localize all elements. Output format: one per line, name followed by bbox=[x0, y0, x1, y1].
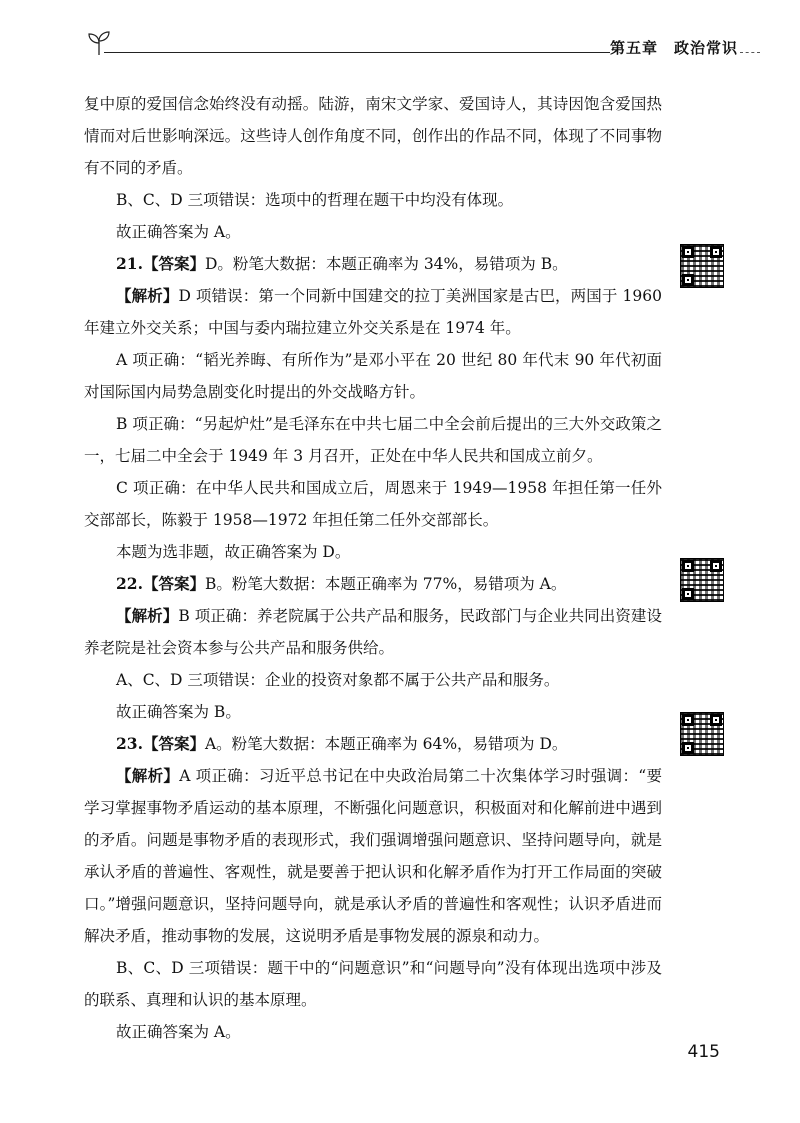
answer-tag: 23.【答案】 bbox=[116, 734, 205, 753]
qr-code-icon[interactable] bbox=[680, 712, 724, 756]
analysis-22: 【解析】B 项正确：养老院属于公共产品和服务，民政部门与企业共同出资建设养老院是社会资本参与公共产品和服务供给。 bbox=[84, 606, 662, 657]
analysis-23: 【解析】A 项正确：习近平总书记在中央政治局第二十次集体学习时强调：“要学习掌握事物矛盾运动的基本原理，不断强化问题意识，积极面对和化解前进中遇到的矛盾。问题是事物矛盾的表现形式，我们强调增强问题意识、坚持问题导向，就是承认矛盾的普遍性、客观性，就是要善于把认识和化解矛盾作为打开工作局面的突破口。”增强问题意识，坚持问题导向，就是承认矛盾的普遍性和客观性；认识矛盾进而解决矛盾，推动事物的发展，这说明矛盾是事物发展的源泉和动力。 bbox=[84, 766, 662, 945]
qr-code-icon[interactable] bbox=[680, 244, 724, 288]
paragraph: 故正确答案为 A。 bbox=[116, 223, 241, 241]
paragraph: A、C、D 三项错误：企业的投资对象都不属于公共产品和服务。 bbox=[116, 671, 560, 689]
answer-23: 23.【答案】A。粉笔大数据：本题正确率为 64%，易错项为 D。 bbox=[116, 734, 568, 753]
sprout-icon bbox=[84, 28, 114, 58]
answer-tag: 22.【答案】 bbox=[116, 574, 205, 593]
analysis-tag: 【解析】 bbox=[116, 766, 180, 785]
page-body bbox=[84, 88, 662, 1048]
paragraph: 本题为选非题，故正确答案为 D。 bbox=[116, 543, 351, 561]
analysis-tag: 【解析】 bbox=[116, 606, 179, 625]
answer-tag: 21.【答案】 bbox=[116, 254, 205, 273]
paragraph: 故正确答案为 A。 bbox=[116, 1023, 241, 1041]
header-rule bbox=[104, 52, 610, 53]
analysis-tag: 【解析】 bbox=[116, 286, 179, 305]
paragraph: B 项正确：“另起炉灶”是毛泽东在中共七届二中全会前后提出的三大外交政策之一，七届二中全会于 1949 年 3 月召开，正处在中华人民共和国成立前夕。 bbox=[84, 415, 662, 465]
paragraph: 故正确答案为 B。 bbox=[116, 703, 241, 721]
paragraph: B、C、D 三项错误：选项中的哲理在题干中均没有体现。 bbox=[116, 191, 514, 209]
running-header bbox=[84, 28, 760, 62]
qr-code-icon[interactable] bbox=[680, 558, 724, 602]
header-tail-dashes bbox=[740, 52, 760, 53]
page-number: 415 bbox=[687, 1042, 720, 1062]
answer-21: 21.【答案】D。粉笔大数据：本题正确率为 34%，易错项为 B。 bbox=[116, 254, 568, 273]
paragraph: 复中原的爱国信念始终没有动摇。陆游，南宋文学家、爱国诗人，其诗因饱含爱国热情而对后世影响深远。这些诗人创作角度不同，创作出的作品不同，体现了不同事物有不同的矛盾。 bbox=[84, 95, 662, 177]
paragraph: C 项正确：在中华人民共和国成立后，周恩来于 1949—1958 年担任第一任外交部部长，陈毅于 1958—1972 年担任第二任外交部部长。 bbox=[84, 479, 662, 529]
analysis-21: 【解析】D 项错误：第一个同新中国建交的拉丁美洲国家是古巴，两国于 1960 年建立外交关系；中国与委内瑞拉建立外交关系是在 1974 年。 bbox=[84, 286, 662, 337]
paragraph: A 项正确：“韬光养晦、有所作为”是邓小平在 20 世纪 80 年代末 90 年代初面对国际国内局势急剧变化时提出的外交战略方针。 bbox=[84, 351, 662, 401]
chapter-title: 第五章 政治常识 bbox=[609, 39, 738, 57]
paragraph: B、C、D 三项错误：题干中的“问题意识”和“问题导向”没有体现出选项中涉及的联系、真理和认识的基本原理。 bbox=[84, 959, 662, 1009]
answer-22: 22.【答案】B。粉笔大数据：本题正确率为 77%，易错项为 A。 bbox=[116, 574, 567, 593]
